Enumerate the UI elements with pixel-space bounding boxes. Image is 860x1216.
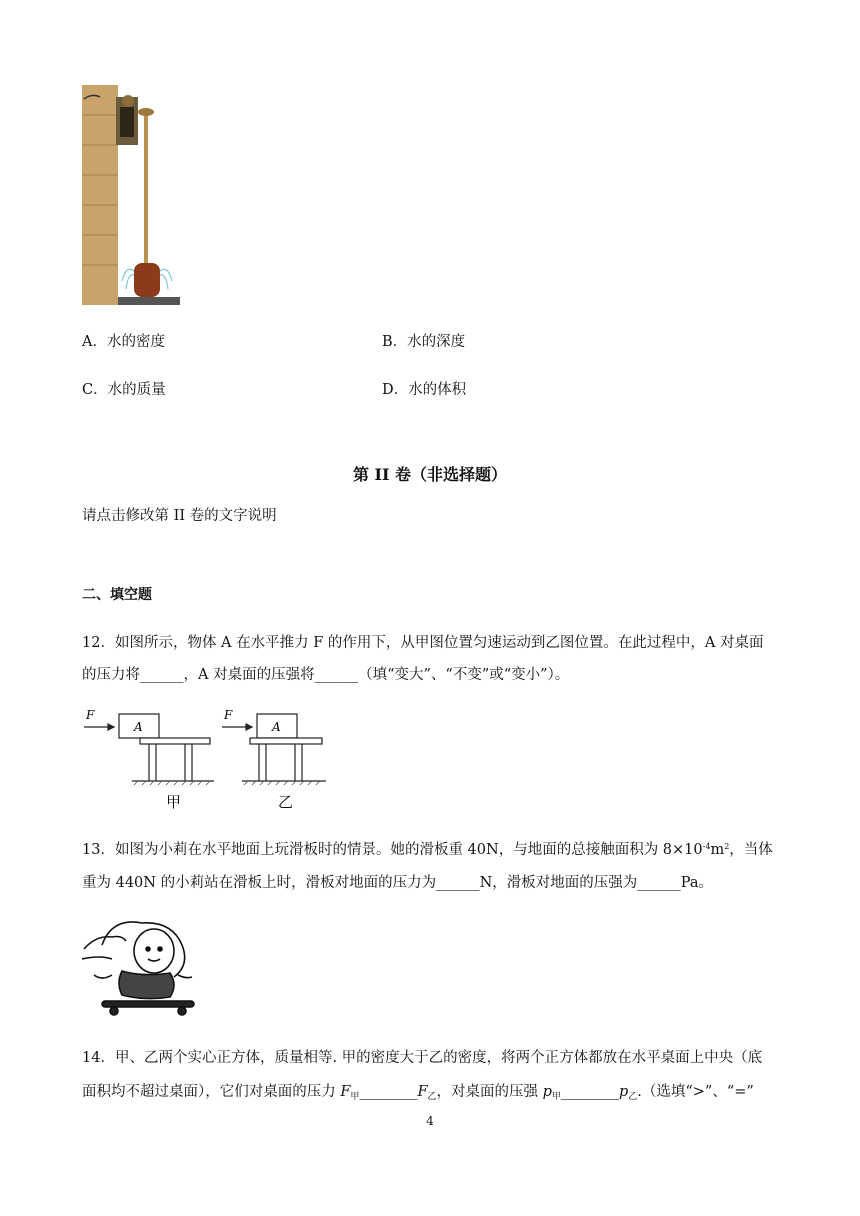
force-label-right: F (224, 708, 233, 722)
section-note: 请点击修改第 II 卷的文字说明 (82, 508, 277, 524)
block-label-left: A (134, 720, 143, 734)
q14-line1: 14．甲、乙两个实心正方体，质量相等. 甲的密度大于乙的密度，将两个正方体都放在水平桌面上中央（底 (82, 1050, 763, 1066)
option-c: C．水的质量 (82, 382, 166, 398)
table-block-figure (82, 703, 332, 813)
skateboard-girl-figure (82, 915, 197, 1023)
fig-label-yi: 乙 (278, 793, 294, 811)
block-label-right: A (272, 720, 281, 734)
q13-line2: 重为 440N 的小莉站在滑板上时，滑板对地面的压力为______N，滑板对地面的压强为______Pa。 (82, 875, 714, 891)
force-label-left: F (86, 708, 95, 722)
fountain-figure (82, 85, 180, 305)
q12-line1: 12．如图所示，物体 A 在水平推力 F 的作用下，从甲图位置匀速运动到乙图位置。在此过程中，A 对桌面 (82, 635, 764, 651)
part-heading: 二、填空题 (82, 587, 152, 603)
section-title: 第 II 卷（非选择题） (352, 465, 508, 484)
option-d: D．水的体积 (382, 382, 467, 398)
q12-line2: 的压力将______，A 对桌面的压强将______（填“变大”、“不变”或“变小”）。 (82, 667, 570, 683)
fig-label-jia: 甲 (166, 793, 182, 811)
option-b: B．水的深度 (382, 334, 466, 350)
option-a: A．水的密度 (82, 334, 165, 350)
q14-line2: 面积均不超过桌面），它们对桌面的压力 $F_甲\_\_\_\_\_\_\_\_F_乙$，对桌面的压强 $p_甲\_\_\_\_\_\_\_\_p_乙$.（选填“>”、“=” (82, 1084, 754, 1102)
page-number: 4 (426, 1114, 434, 1128)
q13-line1: 13．如图为小莉在水平地面上玩滑板时的情景。她的滑板重 40N，与地面的总接触面积为 $8\times 10^{-4}m^2$，当体 (82, 842, 773, 858)
